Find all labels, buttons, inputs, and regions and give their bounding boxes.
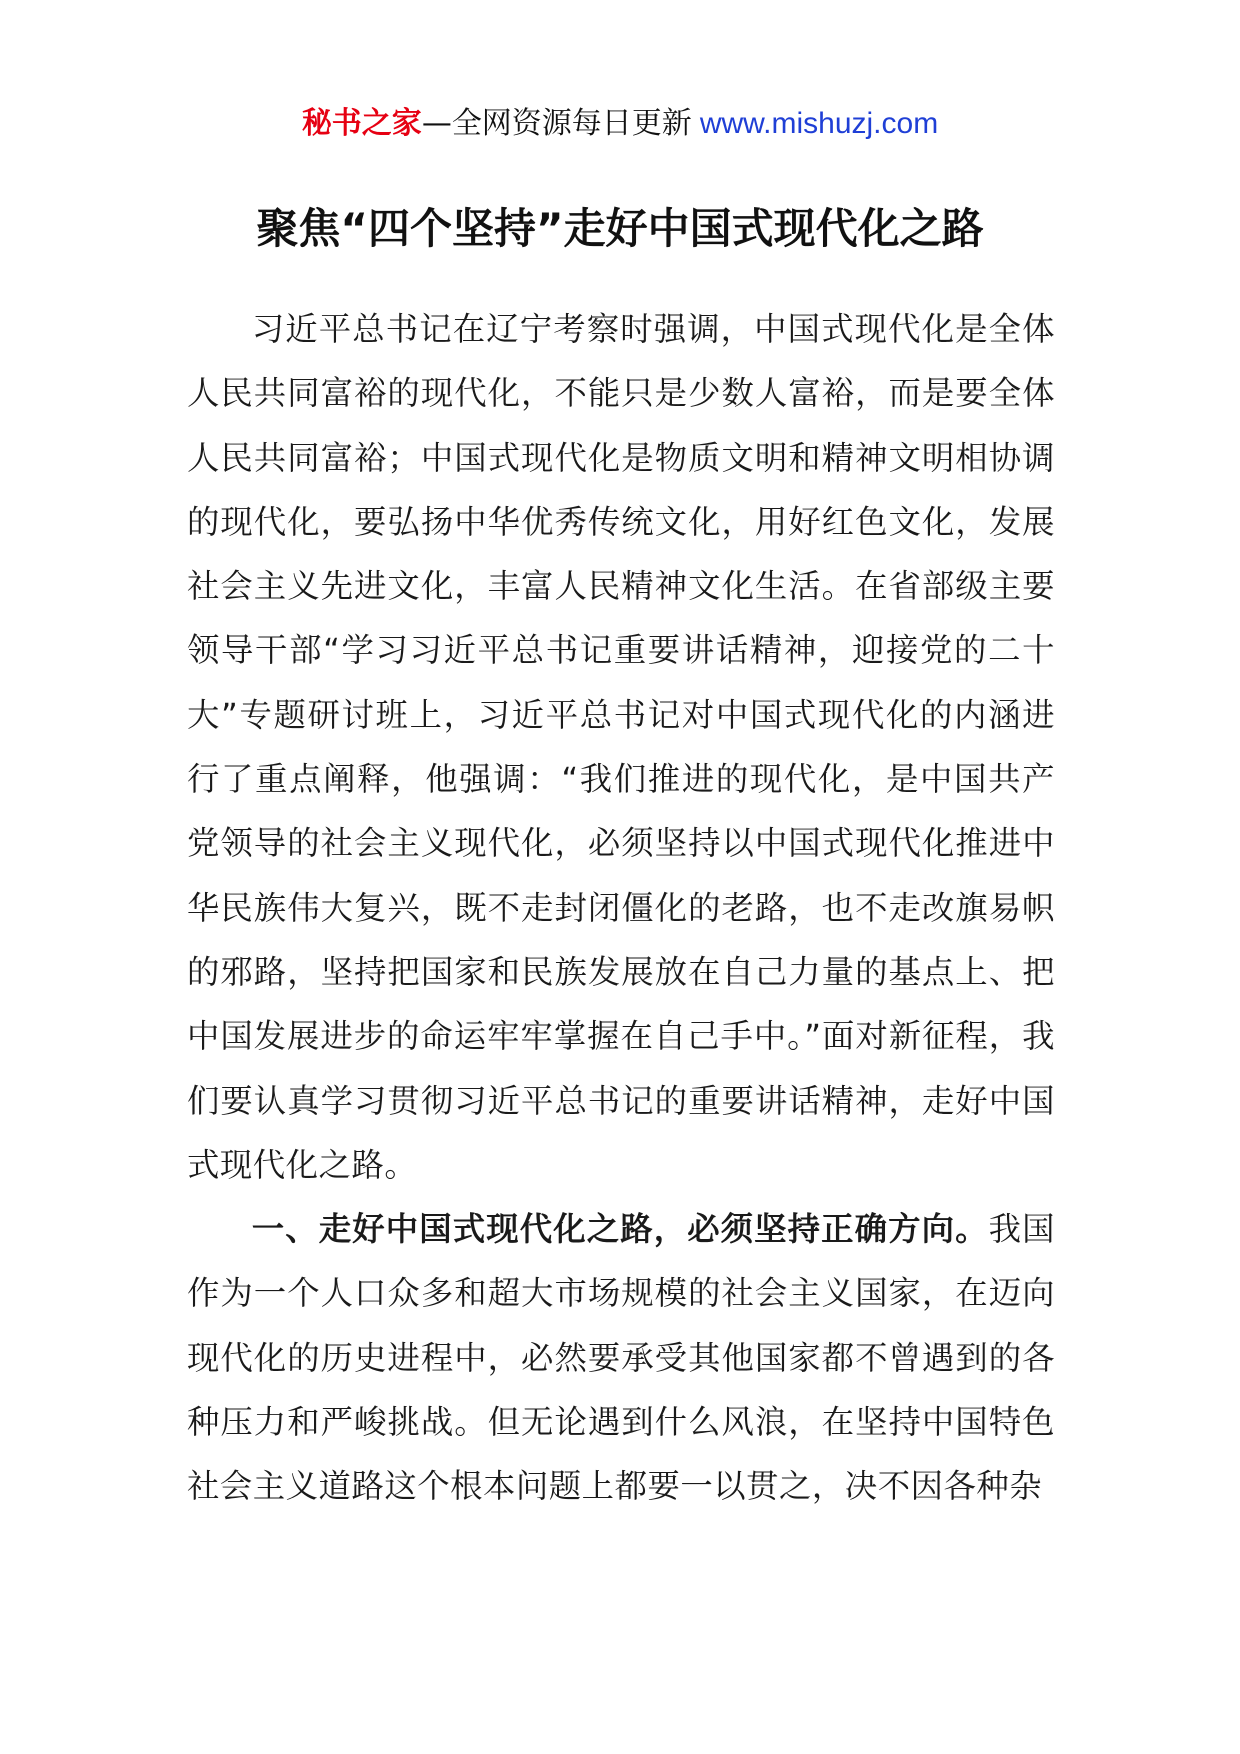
paragraph-text: 我国作为一个人口众多和超大市场规模的社会主义国家，在迈向现代化的历史进程中，必然要承受其他国家都不曾遇到的各种压力和严峻挑战。但无论遇到什么风浪，在坚持中国特色社会主义道路这个根本问题上都要一以贯之，决不因各种杂: [187, 1210, 1056, 1506]
document-body: [187, 297, 1055, 1519]
document-title: 聚焦“四个坚持”走好中国式现代化之路: [256, 204, 984, 253]
paragraph-lead: 一、走好中国式现代化之路，必须坚持正确方向。: [251, 1210, 989, 1249]
paragraph-2: [187, 1197, 1055, 1518]
site-tagline: —全网资源每日更新: [421, 106, 692, 141]
paragraph-1: [187, 297, 1055, 1197]
paragraph-text: 习近平总书记在辽宁考察时强调，中国式现代化是全体人民共同富裕的现代化，不能只是少数人富裕，而是要全体人民共同富裕；中国式现代化是物质文明和精神文明相协调的现代化，要弘扬中华优秀传统文化，用好红色文化，发展社会主义先进文化，丰富人民精神文化生活。在省部级主要领导干部“学习习近平总书记重要讲话精神，迎接党的二十大”专题研讨班上，习近平总书记对中国式现代化的内涵进行了重点阐释，他强调：“我们推进的现代化，是中国共产党领导的社会主义现代化，必须坚持以中国式现代化推进中华民族伟大复兴，既不走封闭僵化的老路，也不走改旗易帜的邪路，坚持把国家和民族发展放在自己力量的基点上、把中国发展进步的命运牢牢掌握在自己手中。”面对新征程，我们要认真学习贯彻习近平总书记的重要讲话精神，走好中国式现代化之路。: [187, 310, 1055, 1184]
site-header: [0, 98, 1240, 150]
site-brand[interactable]: 秘书之家: [301, 106, 422, 141]
site-url-link[interactable]: www.mishuzj.com: [699, 107, 939, 140]
